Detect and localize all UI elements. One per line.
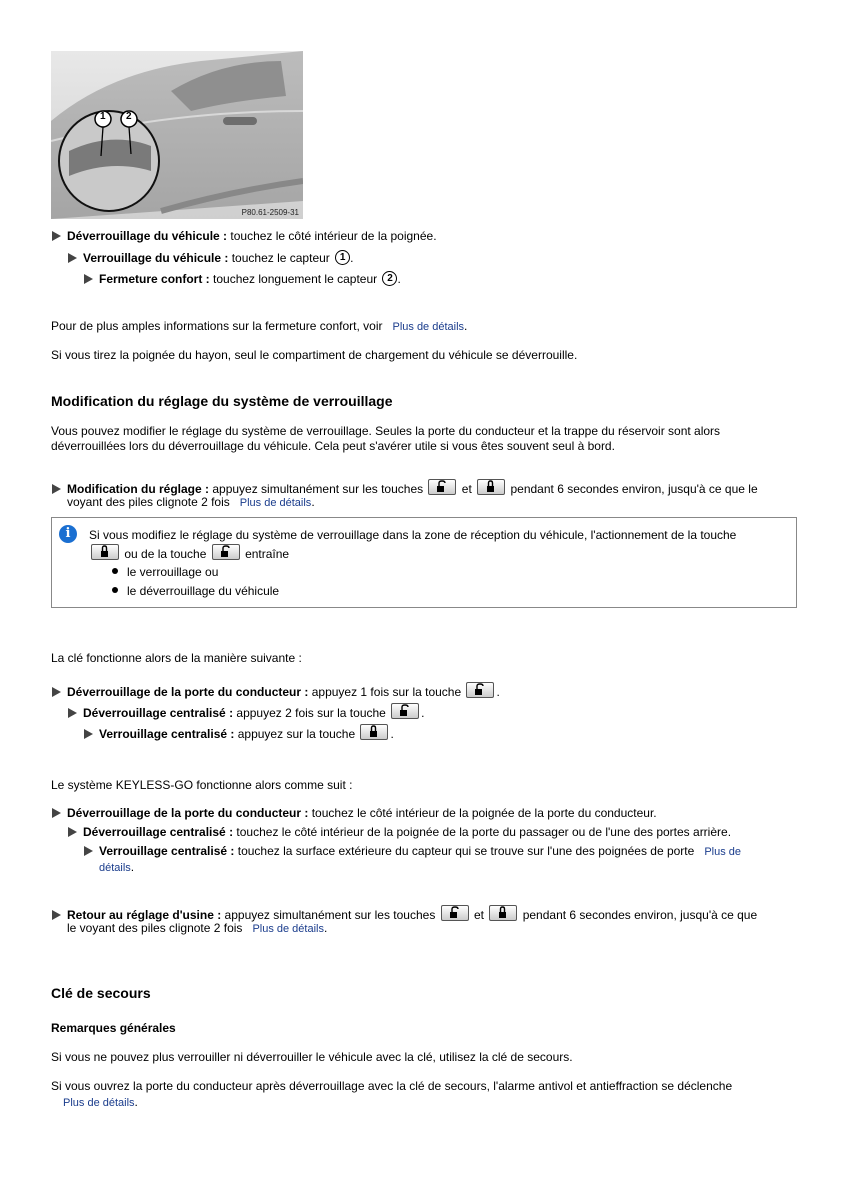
bullet-icon [112, 568, 118, 574]
callout-1-icon: 1 [335, 250, 350, 265]
key-function-intro: La clé fonctionne alors de la manière suivante : [51, 651, 302, 665]
step-modify-setting-cont: voyant des piles clignote 2 fois Plus de détails. [67, 495, 315, 509]
details-link[interactable]: Plus de détails [252, 923, 324, 935]
callout-2-icon: 2 [382, 271, 397, 286]
emergency-key-paragraph-2: Si vous ouvrez la porte du conducteur après déverrouillage avec la clé de secours, l'alarme antivol et antieffraction se déclenche [51, 1079, 733, 1093]
figure-code: P80.61-2509-31 [241, 208, 299, 217]
lock-key-icon [489, 905, 517, 921]
details-link[interactable]: Plus de détails [239, 497, 312, 509]
step-factory-reset: Retour au réglage d'usine : appuyez simultanément sur les touches et pendant 6 secondes environ, jusqu'à ce que [52, 905, 757, 922]
arrow-icon [52, 910, 61, 920]
unlock-key-icon [466, 682, 494, 698]
lock-setting-paragraph-1: Vous pouvez modifier le réglage du système de verrouillage. Seules la porte du conducteur et la trappe du réservoir sont alors [51, 424, 721, 438]
section-title-emergency-key: Clé de secours [51, 985, 151, 1001]
info-icon: i [59, 525, 77, 543]
step-modify-setting: Modification du réglage : appuyez simultanément sur les touches et pendant 6 secondes environ, jusqu'à ce que le [52, 479, 758, 496]
arrow-icon [68, 827, 77, 837]
arrow-icon [84, 729, 93, 739]
tailgate-paragraph: Si vous tirez la poignée du hayon, seul le compartiment de chargement du véhicule se déverrouille. [51, 348, 578, 362]
bullet-icon [112, 587, 118, 593]
info-bullet: le déverrouillage du véhicule [112, 584, 279, 598]
step-factory-reset-cont: le voyant des piles clignote 2 fois Plus de détails. [67, 921, 328, 935]
subsection-general-remarks: Remarques générales [51, 1021, 176, 1035]
keyless-intro: Le système KEYLESS-GO fonctionne alors comme suit : [51, 778, 353, 792]
emergency-key-paragraph-1: Si vous ne pouvez plus verrouiller ni déverrouiller le véhicule avec la clé, utilisez la clé de secours. [51, 1050, 573, 1064]
figure-callout-2: 2 [126, 111, 132, 122]
unlock-key-icon [441, 905, 469, 921]
step-keyless-central-unlock: Déverrouillage centralisé : touchez le côté intérieur de la poignée de la porte du passager ou de l'une des portes arrière. [68, 825, 731, 839]
step-key-central-unlock: Déverrouillage centralisé : appuyez 2 fois sur la touche . [68, 703, 425, 720]
arrow-icon [52, 687, 61, 697]
unlock-key-icon [428, 479, 456, 495]
figure-callout-1: 1 [100, 111, 106, 122]
comfort-close-paragraph: Pour de plus amples informations sur la fermeture confort, voir Plus de détails. [51, 319, 468, 333]
step-keyless-central-lock-cont: détails. [99, 860, 135, 874]
info-bullet: le verrouillage ou [112, 565, 218, 579]
arrow-icon [84, 274, 93, 284]
emergency-key-paragraph-2-cont: Plus de détails. [63, 1095, 138, 1109]
step-comfort-close: Fermeture confort : touchez longuement le capteur 2 . [84, 271, 401, 286]
door-handle-figure [51, 51, 303, 219]
lock-setting-paragraph-2: déverrouillées lors du déverrouillage du véhicule. Cela peut s'avérer utile si vous êtes souvent seul à bord. [51, 439, 615, 453]
step-key-central-lock: Verrouillage centralisé : appuyez sur la touche . [84, 724, 394, 741]
details-link[interactable]: Plus de détails [392, 321, 465, 333]
unlock-key-icon [212, 544, 240, 560]
unlock-key-icon [391, 703, 419, 719]
lock-key-icon [477, 479, 505, 495]
details-link[interactable]: détails [99, 862, 131, 874]
step-keyless-driver-unlock: Déverrouillage de la porte du conducteur : touchez le côté intérieur de la poignée de la porte du conducteur. [52, 806, 657, 820]
details-link[interactable]: Plus de [704, 846, 742, 858]
arrow-icon [68, 253, 77, 263]
lock-key-icon [360, 724, 388, 740]
details-link[interactable]: Plus de détails [63, 1097, 135, 1109]
arrow-icon [52, 231, 61, 241]
step-unlock-vehicle: Déverrouillage du véhicule : touchez le côté intérieur de la poignée. [52, 229, 437, 243]
info-line-1: Si vous modifiez le réglage du système de verrouillage dans la zone de réception du véhicule, l'actionnement de la touche [89, 528, 737, 542]
arrow-icon [52, 484, 61, 494]
step-lock-vehicle: Verrouillage du véhicule : touchez le capteur 1 . [68, 250, 353, 265]
arrow-icon [84, 846, 93, 856]
section-title-lock-setting: Modification du réglage du système de verrouillage [51, 393, 393, 409]
info-line-2: ou de la touche entraîne [89, 544, 289, 561]
info-note-box [51, 517, 797, 608]
step-key-driver-unlock: Déverrouillage de la porte du conducteur : appuyez 1 fois sur la touche . [52, 682, 500, 699]
lock-key-icon [91, 544, 119, 560]
arrow-icon [68, 708, 77, 718]
step-keyless-central-lock: Verrouillage centralisé : touchez la surface extérieure du capteur qui se trouve sur l'une des poignées de porte Plus de [84, 844, 741, 858]
arrow-icon [52, 808, 61, 818]
